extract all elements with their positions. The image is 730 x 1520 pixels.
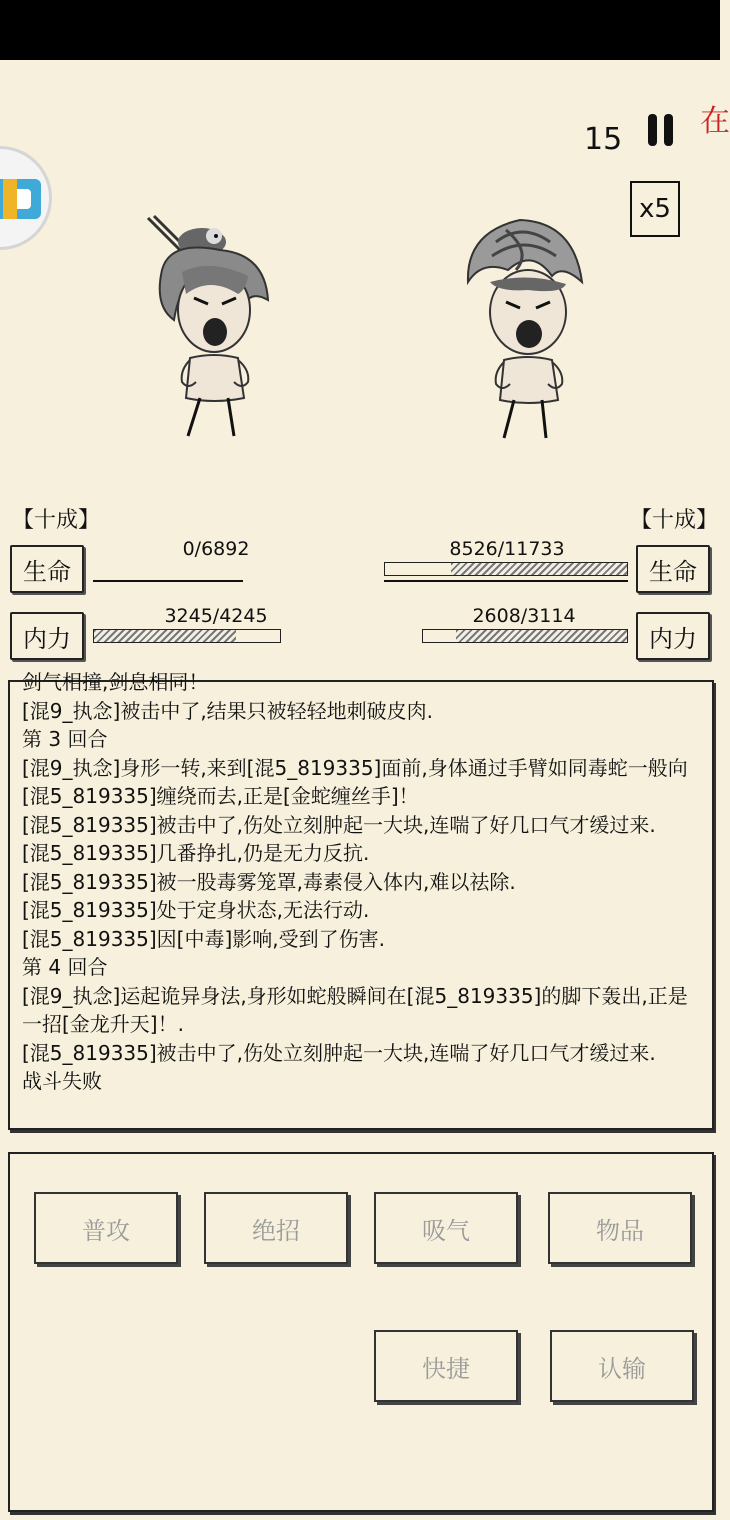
pause-button[interactable] xyxy=(646,114,676,148)
enemy-fighter xyxy=(452,212,602,447)
items-button[interactable]: 物品 xyxy=(548,1192,692,1264)
log-line: [混9_执念]运起诡异身法,身形如蛇般瞬间在[混5_819335]的脚下轰出,正是一招[金龙升天]！. xyxy=(22,983,688,1036)
log-line: 剑气相撞,剑息相同！ xyxy=(22,670,209,694)
enemy-mp-value: 2608/3114 xyxy=(472,605,576,627)
player-realm: 【十成】 xyxy=(12,508,101,533)
edge-text: 在 xyxy=(700,104,730,139)
enemy-hp-bar xyxy=(384,562,628,576)
battle-log-panel[interactable] xyxy=(8,670,714,1130)
enemy-hp-baseline xyxy=(384,580,628,582)
player-mp-value: 3245/4245 xyxy=(164,605,268,627)
speed-button[interactable]: x5 xyxy=(630,181,680,237)
log-line: 战斗失败 xyxy=(22,1069,102,1093)
player-fighter xyxy=(140,210,290,445)
player-hp-bar xyxy=(93,568,243,582)
quick-button[interactable]: 快捷 xyxy=(374,1330,518,1402)
action-panel xyxy=(8,1152,714,1512)
enemy-realm: 【十成】 xyxy=(630,508,719,533)
log-line: [混5_819335]被一股毒雾笼罩,毒素侵入体内,难以祛除. xyxy=(22,869,516,894)
log-line: [混5_819335]被击中了,伤处立刻肿起一大块,连喘了好几口气才缓过来. xyxy=(22,812,656,837)
breathe-button[interactable]: 吸气 xyxy=(374,1192,518,1264)
log-line: 第 3 回合 xyxy=(22,727,108,751)
enemy-hp-value: 8526/11733 xyxy=(449,538,565,560)
log-line: [混9_执念]被击中了,结果只被轻轻地刺破皮肉. xyxy=(22,698,434,723)
enemy-mp-label: 内力 xyxy=(636,612,710,660)
attack-button[interactable]: 普攻 xyxy=(34,1192,178,1264)
game-logo-icon xyxy=(0,149,49,247)
battle-log xyxy=(22,668,702,1096)
side-avatar[interactable] xyxy=(0,146,52,250)
player-mp-label: 内力 xyxy=(10,612,84,660)
log-line: [混9_执念]身形一转,来到[混5_819335]面前,身体通过手臂如同毒蛇一般向[混5_819335]缠绕而去,正是[金蛇缠丝手]！ xyxy=(22,755,688,808)
ultimate-button[interactable]: 绝招 xyxy=(204,1192,348,1264)
log-line: [混5_819335]被击中了,伤处立刻肿起一大块,连喘了好几口气才缓过来. xyxy=(22,1040,656,1065)
log-line: [混5_819335]几番挣扎,仍是无力反抗. xyxy=(22,841,370,865)
enemy-mp-bar xyxy=(422,629,628,643)
round-counter: 15 xyxy=(584,122,623,157)
player-hp-label: 生命 xyxy=(10,545,84,593)
player-mp-bar xyxy=(93,629,281,643)
enemy-hp-label: 生命 xyxy=(636,545,710,593)
log-line: [混5_819335]因[中毒]影响,受到了伤害. xyxy=(22,926,385,951)
surrender-button[interactable]: 认输 xyxy=(550,1330,694,1402)
player-hp-value: 0/6892 xyxy=(182,538,250,560)
status-bar xyxy=(0,0,720,60)
log-line: [混5_819335]处于定身状态,无法行动. xyxy=(22,898,370,922)
log-line: 第 4 回合 xyxy=(22,955,108,979)
